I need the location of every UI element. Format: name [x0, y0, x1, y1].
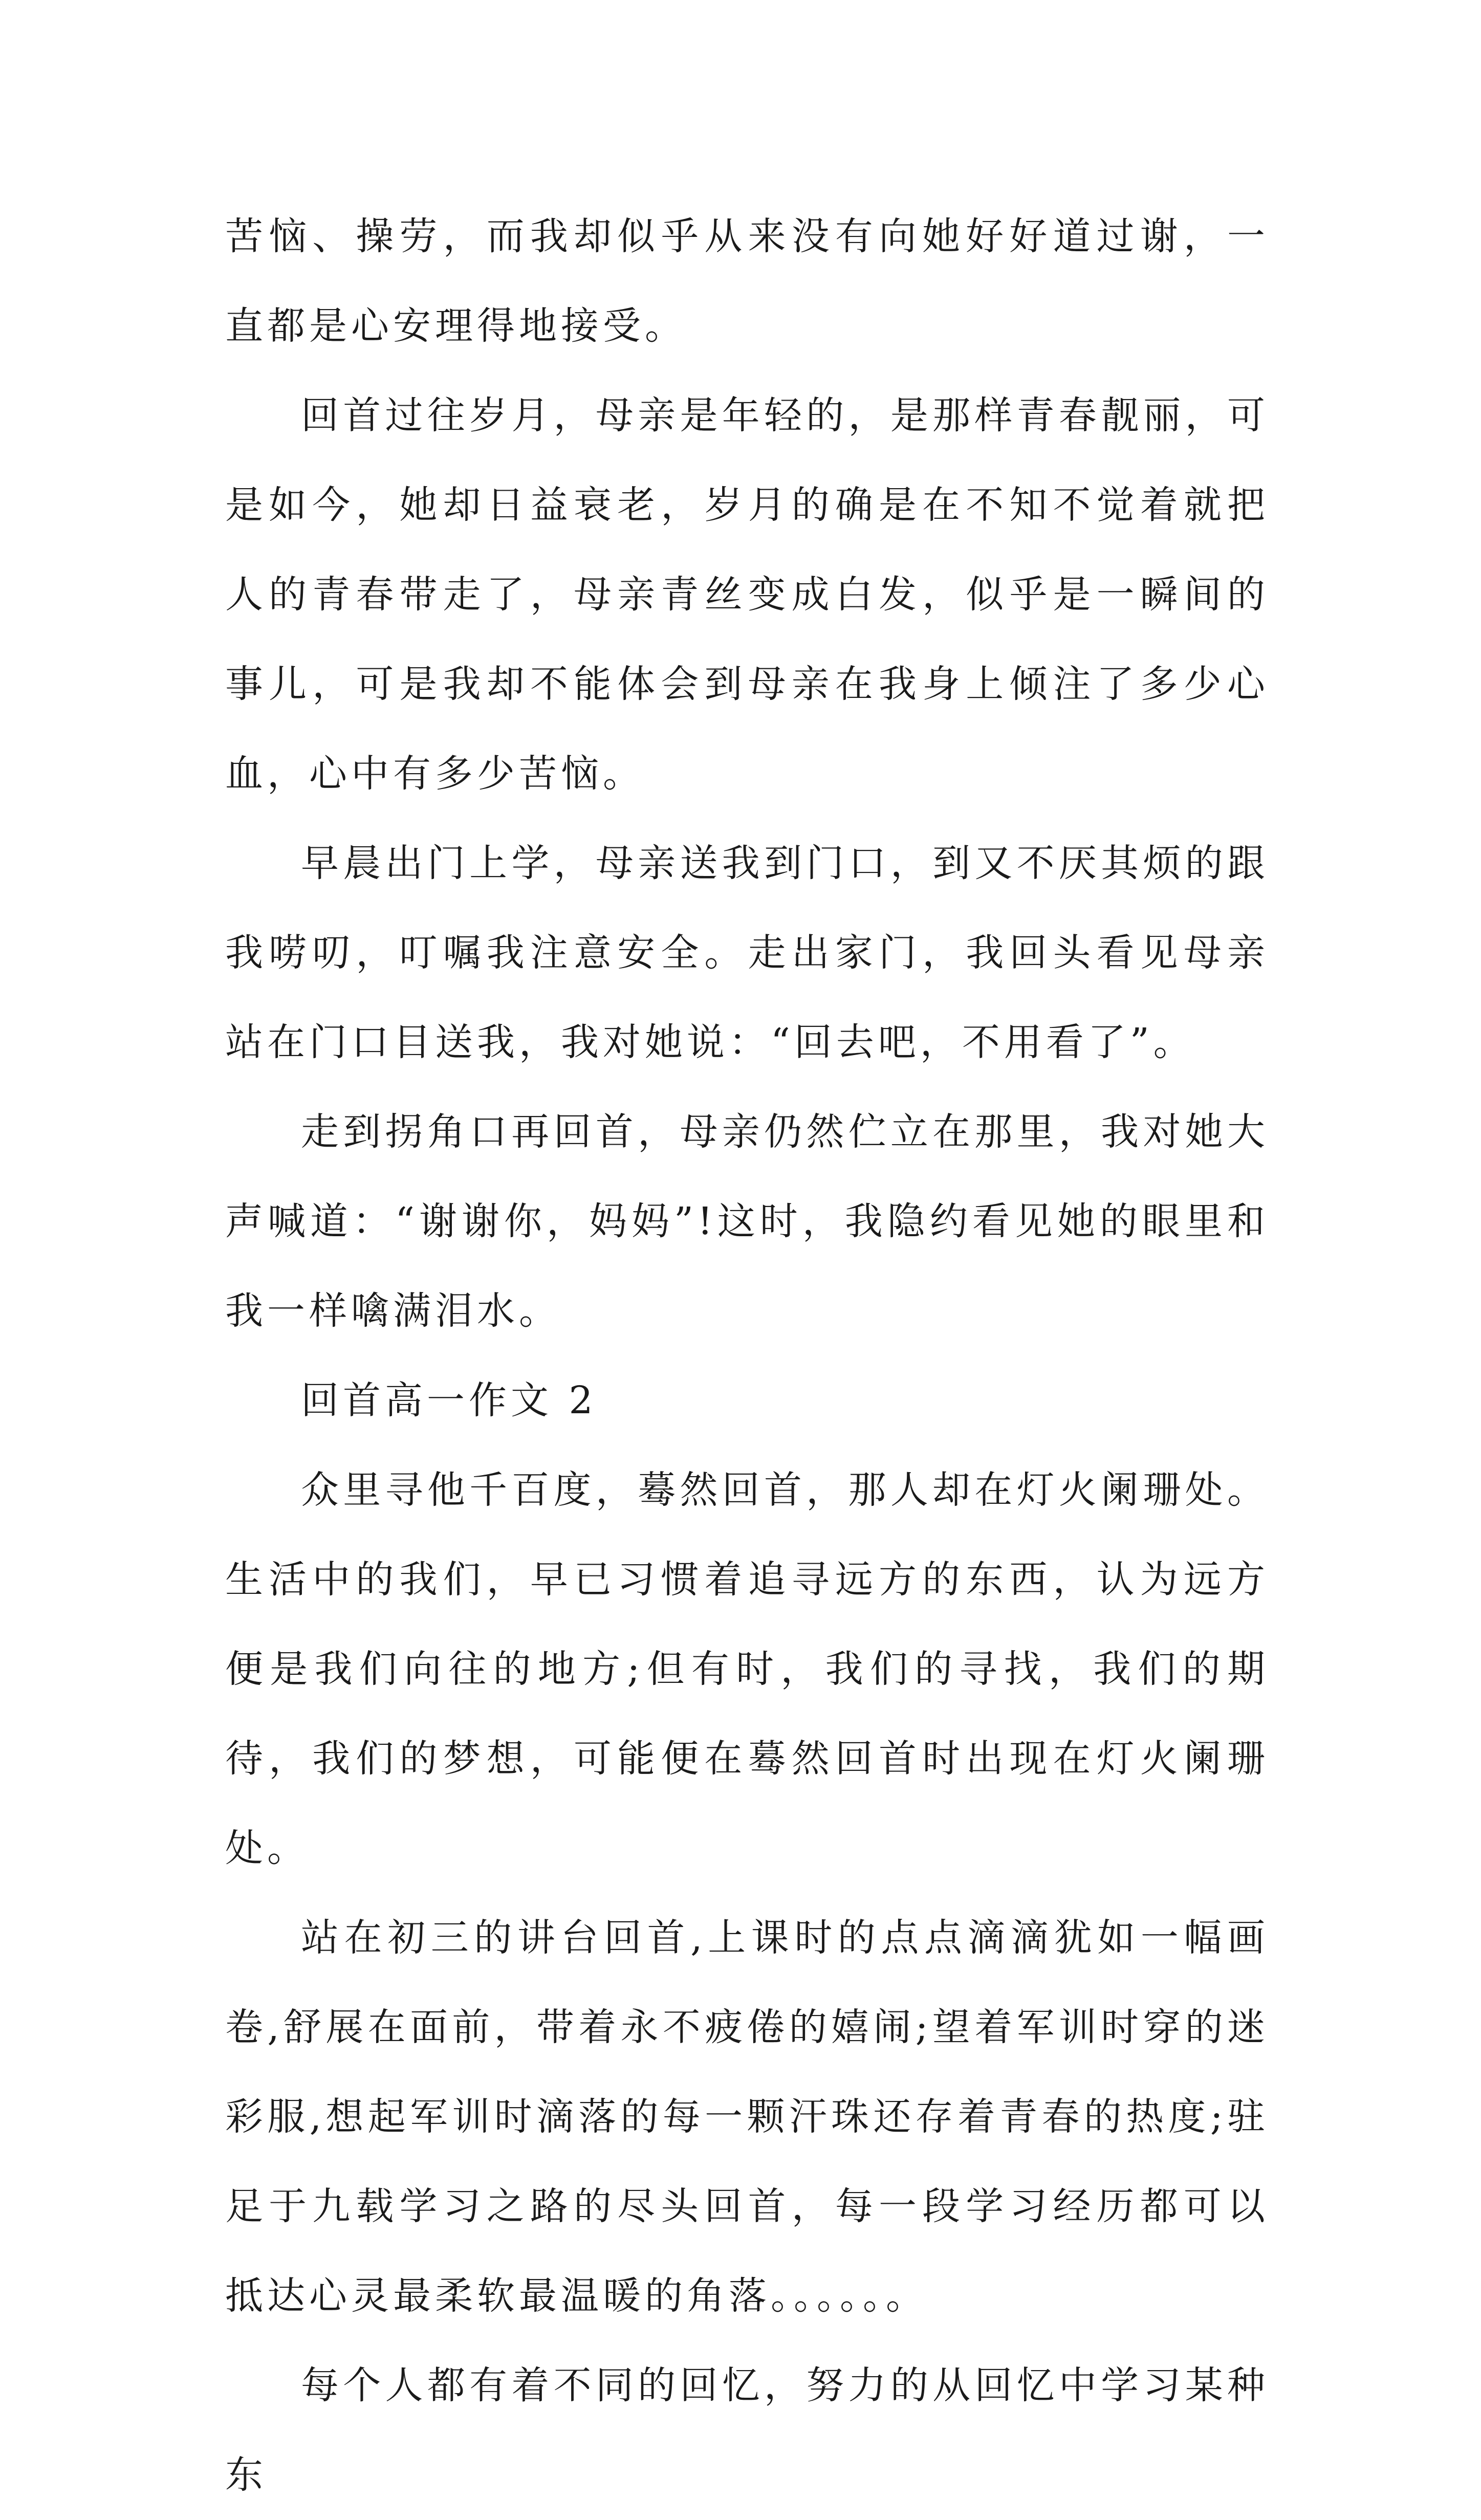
document-body	[225, 192, 1269, 2520]
essay-heading: 回首高一作文 2	[301, 1378, 597, 1422]
paragraph: 走到拐角口再回首，母亲仍然伫立在那里，我对她大声喊道：“谢谢你，妈妈”!这时，我隐约看见她的眼里和我一样噙满泪水。	[225, 1110, 1269, 1333]
paragraph-continued: 苦恼、操劳，而我却似乎从来没有向她好好道过谢，一直都是心安理得地接受。	[225, 214, 1269, 348]
paragraph: 早晨出门上学，母亲送我到门口，到又不厌其烦的跟我唠叨，叮嘱我注意安全。走出家门，我回头看见母亲站在门口目送我，我对她说：“回去吧，不用看了”。	[225, 841, 1269, 1064]
paragraph: 每个人都有着不同的回忆，努力的从回忆中学习某种东	[225, 2363, 1269, 2497]
paragraph: 众里寻他千百度，蓦然回首，那人却在灯火阑珊处。生活中的我们，早已习惯着追寻远方的东西，认为远方便是我们向往的地方;但有时，我们的寻找，我们的期待，我们的梦想，可能便在蓦然回首时出现在灯火阑珊处。	[225, 1468, 1269, 1870]
paragraph: 回首过往岁月，母亲是年轻的，是那样青春靓丽，可是如今，她却日益衰老，岁月的确是在不知不觉着就把人的青春带走了，母亲青丝变成白发，似乎是一瞬间的事儿，可是我却不能体会到母亲在我身上倾注了多少心血，心中有多少苦恼。	[225, 393, 1269, 796]
paragraph: 站在初三的讲台回首,上课时的点点滴滴犹如一幅画卷,舒展在面前，带着永不疲倦的嬉闹;望着军训时穿的迷彩服,想起军训时滴落的每一颗汗珠还存着青春的热度;驻足于九载学习之路的尽头回首，每一段学习经历都可以抵达心灵最柔软最温暖的角落。。。。。。	[225, 1916, 1269, 2318]
